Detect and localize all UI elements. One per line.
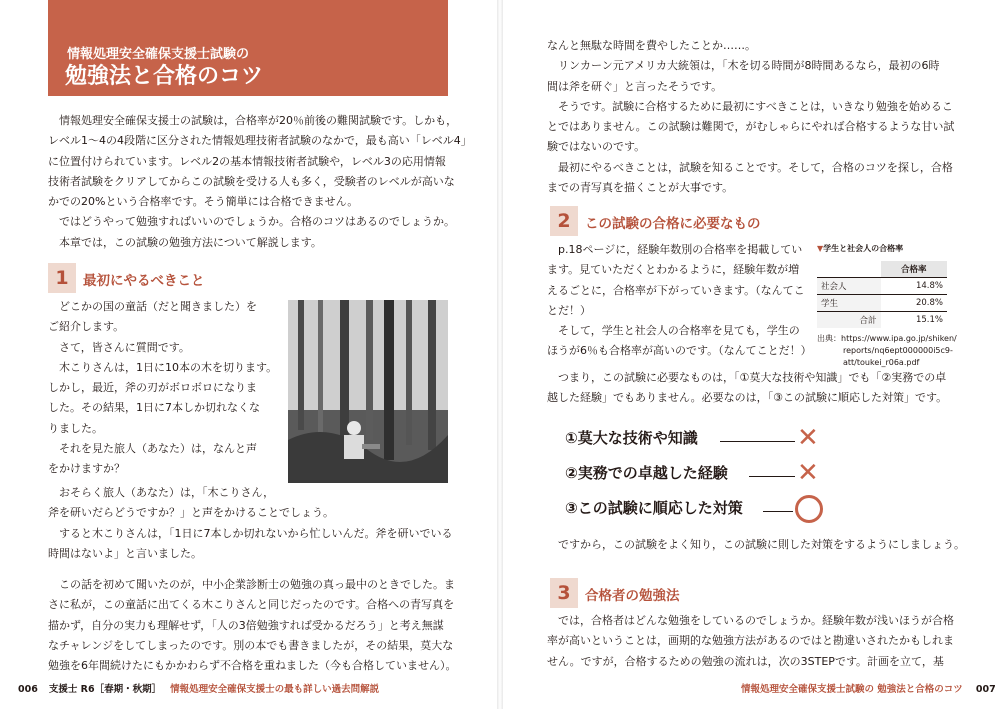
- text-line: すると木こりさんは，「1日に7本しか切れないから忙しいんだ。斧を研いでいる: [59, 526, 453, 540]
- section-number: 3: [550, 578, 578, 608]
- chapter-title: 勉強法と合格のコツ: [65, 64, 264, 89]
- text-line: ではどうやって勉強すればいいのでしょうか。合格のコツはあるのでしょうか。: [59, 215, 455, 229]
- text-line: とだ！）: [547, 303, 591, 317]
- left-footer: [18, 681, 379, 695]
- text-line: つまり，この試験に必要なものは，「①莫大な技術や知識」でも「②実務での卓: [558, 371, 947, 384]
- connector-line: [763, 511, 793, 512]
- text-line: えるごとに，合格率が下がっていきます。（なんてこ: [547, 283, 805, 297]
- row-label: 社会人: [817, 278, 881, 295]
- section2-paragraph: [547, 240, 812, 362]
- column-header: 合格率: [881, 261, 947, 278]
- section-number: 2: [550, 206, 578, 236]
- text-line: 技術者試験をクリアしてからこの試験を受ける人も多く，受験者のレベルが高いな: [48, 174, 455, 188]
- source-line: att/toukei_r06a.pdf: [843, 358, 920, 367]
- connector-line: [720, 441, 795, 442]
- checklist-text: ①莫大な技術や知識: [565, 429, 698, 447]
- intro-paragraph: [48, 111, 472, 253]
- text-line: なんと無駄な時間を費やしたことか……。: [547, 39, 756, 52]
- story-paragraph: [48, 297, 277, 480]
- text-line: さて，皆さんに質問です。: [59, 340, 190, 354]
- triangle-icon: ▼: [817, 244, 824, 253]
- woodcutter-photo: [288, 300, 448, 483]
- story-paragraph-3: [48, 575, 457, 676]
- text-line: ご紹介します。: [48, 320, 125, 334]
- table-row: [817, 312, 947, 329]
- circle-mark-icon: [795, 495, 823, 523]
- text-line: をかけますか？: [48, 462, 125, 476]
- text-line: どこかの国の童話（だと聞きました）を: [59, 300, 257, 313]
- cross-mark-icon: ✕: [797, 458, 819, 488]
- text-line: 験ではないのです。: [547, 140, 646, 154]
- footer-tagline: 情報処理安全確保支援士試験の 勉強法と合格のコツ: [741, 684, 963, 695]
- checklist-text: ③この試験に順応した対策: [565, 499, 743, 517]
- source-line: 出典：https://www.ipa.go.jp/shiken/: [817, 334, 957, 343]
- left-page: [0, 0, 497, 709]
- text-line: さに私が，この童話に出てくる木こりさんと同じだったのです。合格への青写真を: [48, 598, 455, 612]
- text-line: では，合格者はどんな勉強をしているのでしょうか。経験年数が浅いほうが合格: [558, 614, 954, 627]
- right-footer: [741, 681, 996, 695]
- text-line: に位置付けられています。レベル2の基本情報技術者試験や，レベル3の応用情報: [48, 154, 446, 168]
- row-value: 15.1%: [881, 312, 947, 329]
- text-line: 間は斧を研ぐ」と言ったそうです。: [547, 79, 723, 93]
- book-title: 支援士 R6［春期・秋期］: [48, 684, 162, 695]
- page-number: 006: [18, 684, 38, 695]
- text-line: おそらく旅人（あなた）は，「木こりさん，: [59, 486, 275, 499]
- text-line: p.18ページに，経験年数別の合格率を掲載してい: [558, 243, 803, 256]
- top-paragraph: [547, 36, 954, 198]
- row-value: 14.8%: [881, 278, 947, 295]
- section-title: 合格者の勉強法: [585, 588, 680, 604]
- row-label: 合計: [817, 312, 881, 329]
- text-line: 斧を研いだらどうですか？」と声をかけることでしょう。: [48, 506, 334, 520]
- section2-paragraph-c: [558, 535, 965, 555]
- section-title: 最初にやるべきこと: [83, 273, 205, 289]
- text-line: この話を初めて聞いたのが，中小企業診断士の勉強の真っ最中のときでした。ま: [59, 578, 455, 591]
- table-header-row: [817, 261, 947, 278]
- text-line: 率が高いということは，画期的な勉強方法があるのではと勘違いされたかもしれま: [547, 634, 954, 648]
- footer-tagline: 情報処理安全確保支援士の最も詳しい過去問解説: [170, 684, 380, 695]
- text-line: ですから，この試験をよく知り，この試験に則した対策をするようにしましょう。: [558, 538, 965, 551]
- table-row: [817, 278, 947, 295]
- text-line: リンカーン元アメリカ大統領は，「木を切る時間が8時間あるなら，最初の6時: [558, 59, 940, 73]
- text-line: 木こりさんは，1日に10本の木を切ります。: [59, 360, 278, 374]
- row-label: 学生: [817, 295, 881, 312]
- text-line: そして，学生と社会人の合格率を見ても，学生の: [558, 324, 800, 338]
- text-line: かでの20%という合格率です。そう簡単には合格できません。: [48, 195, 359, 209]
- table-row: [817, 295, 947, 312]
- chapter-subtitle: 情報処理安全確保支援士試験の: [67, 47, 250, 62]
- pass-rate-grid: [817, 261, 947, 328]
- text-line: した。その結果，1日に7本しか切れなくな: [48, 401, 260, 415]
- text-line: りました。: [48, 421, 103, 435]
- text-line: ほうが6％も合格率が高いのです。（なんてことだ！）: [547, 344, 812, 358]
- cross-mark-icon: ✕: [797, 423, 819, 453]
- text-line: 本章では，この試験の勉強方法について解説します。: [59, 235, 322, 249]
- section3-paragraph: [547, 611, 954, 672]
- section-number: 1: [48, 263, 76, 293]
- text-line: 越した経験」でもありません。必要なのは，「③この試験に順応した対策」です。: [547, 391, 948, 405]
- section-title: この試験の合格に必要なもの: [585, 216, 761, 232]
- text-line: 時間はないよ」と言いました。: [48, 546, 202, 560]
- text-line: せん。ですが，合格するための勉強の流れは，次の3STEPです。計画を立て，基: [547, 654, 944, 668]
- text-line: そうです。試験に合格するために最初にすべきことは，いきなり勉強を始めるこ: [558, 99, 953, 113]
- page-number: 007: [975, 684, 996, 695]
- table-corner: [817, 261, 881, 278]
- text-line: 勉強を6年間続けたにもかかわらず不合格を重ねました（今も合格していません）。: [48, 659, 457, 673]
- text-line: とではありません。この試験は難関で，がむしゃらにやれば合格するような甘い試: [547, 120, 955, 134]
- chapter-header: [48, 0, 448, 96]
- section2-paragraph-b: [547, 368, 947, 409]
- table-caption-text: 学生と社会人の合格率: [823, 244, 904, 253]
- checklist-text: ②実務での卓越した経験: [565, 464, 728, 482]
- text-line: 最初にやるべきことは，試験を知ることです。そして，合格のコツを探し，合格: [558, 160, 953, 174]
- text-line: までの青写真を描くことが大事です。: [547, 181, 734, 195]
- text-line: なチャレンジをしてしまったのです。別の本でも書きましたが，その結果，莫大な: [48, 638, 454, 652]
- text-line: ます。見ていただくとわかるように，経験年数が増: [547, 263, 800, 277]
- text-line: レベル1〜4の4段階に区分された情報処理技術者試験のなかで，最も高い「レベル4」: [48, 134, 472, 148]
- text-line: 情報処理安全確保支援士の試験は，合格率が20％前後の難関試験です。しかも，: [59, 114, 458, 127]
- source-line: reports/nq6ept000000i5c9-: [843, 346, 953, 355]
- text-line: それを見た旅人（あなた）は，なんと声: [59, 442, 257, 456]
- table-source: [817, 333, 957, 369]
- story-paragraph-2: [48, 483, 453, 564]
- text-line: 描かず，自分の実力も理解せず，「人の3倍勉強すれば受かるだろう」と考え無謀: [48, 618, 444, 632]
- text-line: しかし，最近，斧の刃がボロボロになりま: [48, 381, 257, 395]
- table-caption: [817, 243, 903, 254]
- row-value: 20.8%: [881, 295, 947, 312]
- connector-line: [749, 476, 795, 477]
